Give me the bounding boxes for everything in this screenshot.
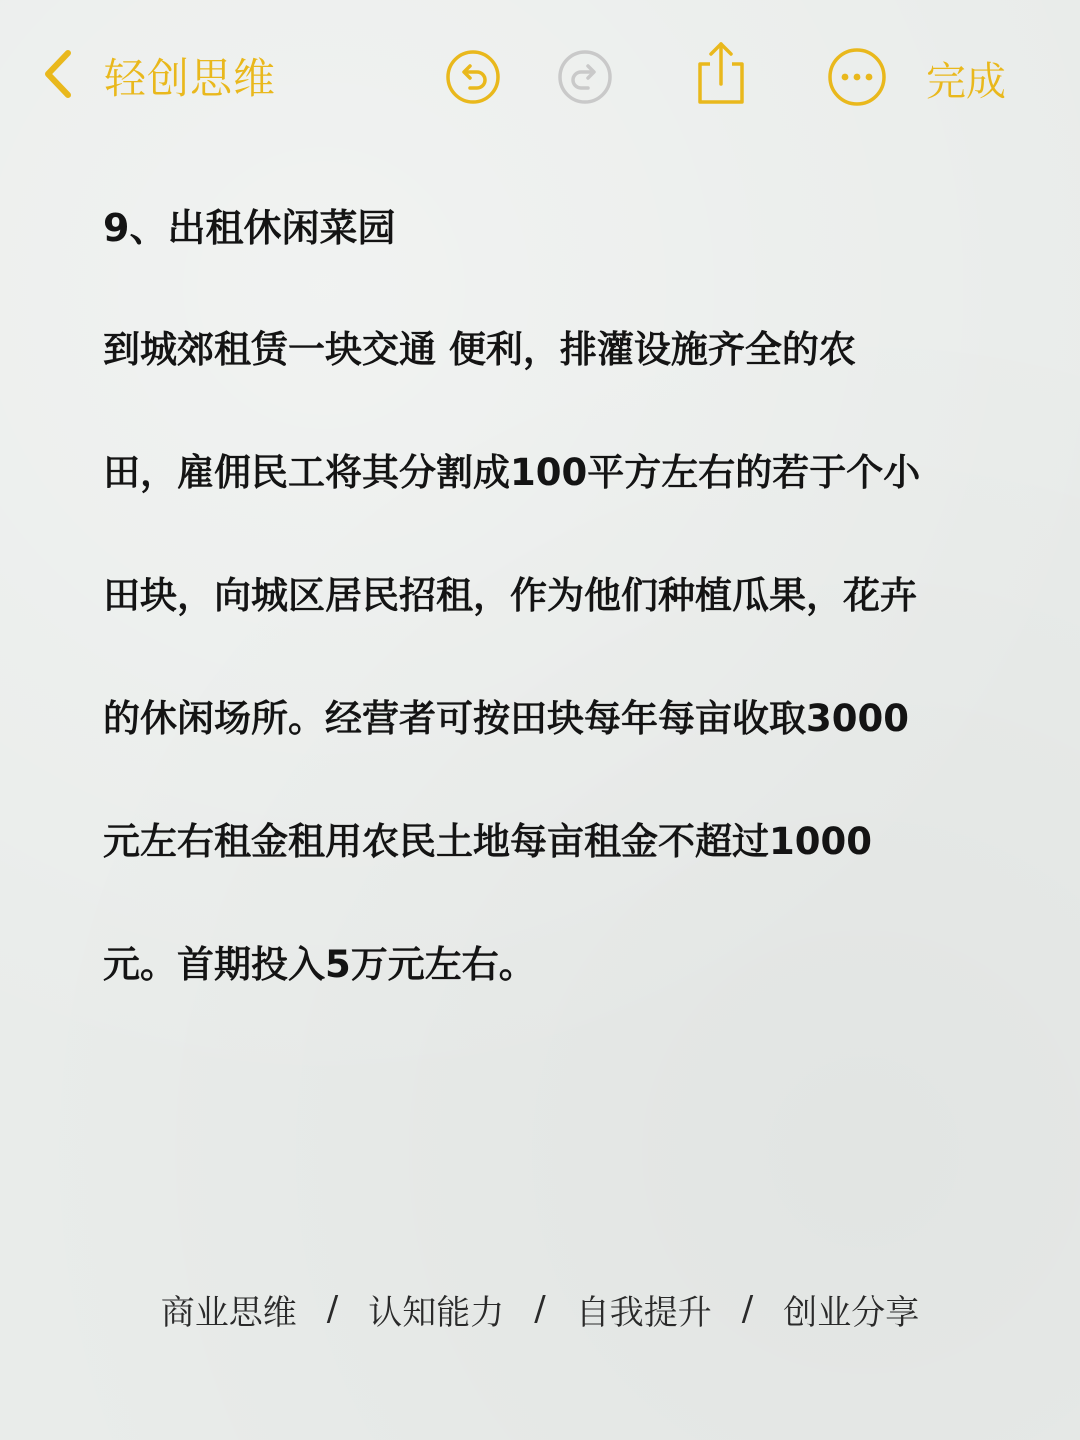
note-title: 9、出租休闲菜园: [103, 206, 396, 250]
tag-separator: /: [741, 1289, 754, 1329]
note-line: 的休闲场所。经营者可按田块每年每亩收取3000: [103, 697, 909, 740]
note-line: 元左右租金租用农民土地每亩租金不超过1000: [103, 820, 872, 863]
tag-separator: /: [326, 1289, 339, 1329]
more-button[interactable]: [826, 48, 888, 110]
undo-icon: [444, 48, 502, 110]
redo-icon: [556, 48, 614, 110]
note-line: 田块，向城区居民招租，作为他们种植瓜果，花卉: [103, 574, 917, 617]
undo-button[interactable]: [444, 50, 502, 108]
tag-startup-sharing: 创业分享: [783, 1292, 920, 1333]
more-icon: [826, 46, 888, 112]
back-label: 轻创思维: [104, 54, 277, 103]
notes-toolbar: [0, 0, 1080, 150]
note-line: 到城郊租赁一块交通 便利，排灌设施齐全的农: [103, 328, 856, 371]
share-button[interactable]: [692, 42, 750, 108]
redo-button[interactable]: [556, 50, 614, 108]
footer-tags: [0, 1284, 1080, 1334]
tag-separator: /: [534, 1289, 546, 1329]
tag-self-improvement: 自我提升: [575, 1292, 712, 1333]
done-button[interactable]: 完成: [926, 58, 1006, 105]
back-button[interactable]: [40, 44, 276, 108]
tag-business-thinking: 商业思维: [160, 1292, 297, 1333]
note-line: 田，雇佣民工将其分割成100平方左右的若于个小: [103, 451, 921, 494]
note-body[interactable]: [103, 196, 1003, 1056]
note-paragraph: [103, 318, 1003, 1056]
tag-cognitive-ability: 认知能力: [368, 1292, 505, 1333]
chevron-left-icon: [40, 49, 74, 103]
share-icon: [692, 40, 750, 110]
note-line: 元。首期投入5万元左右。: [103, 943, 536, 986]
